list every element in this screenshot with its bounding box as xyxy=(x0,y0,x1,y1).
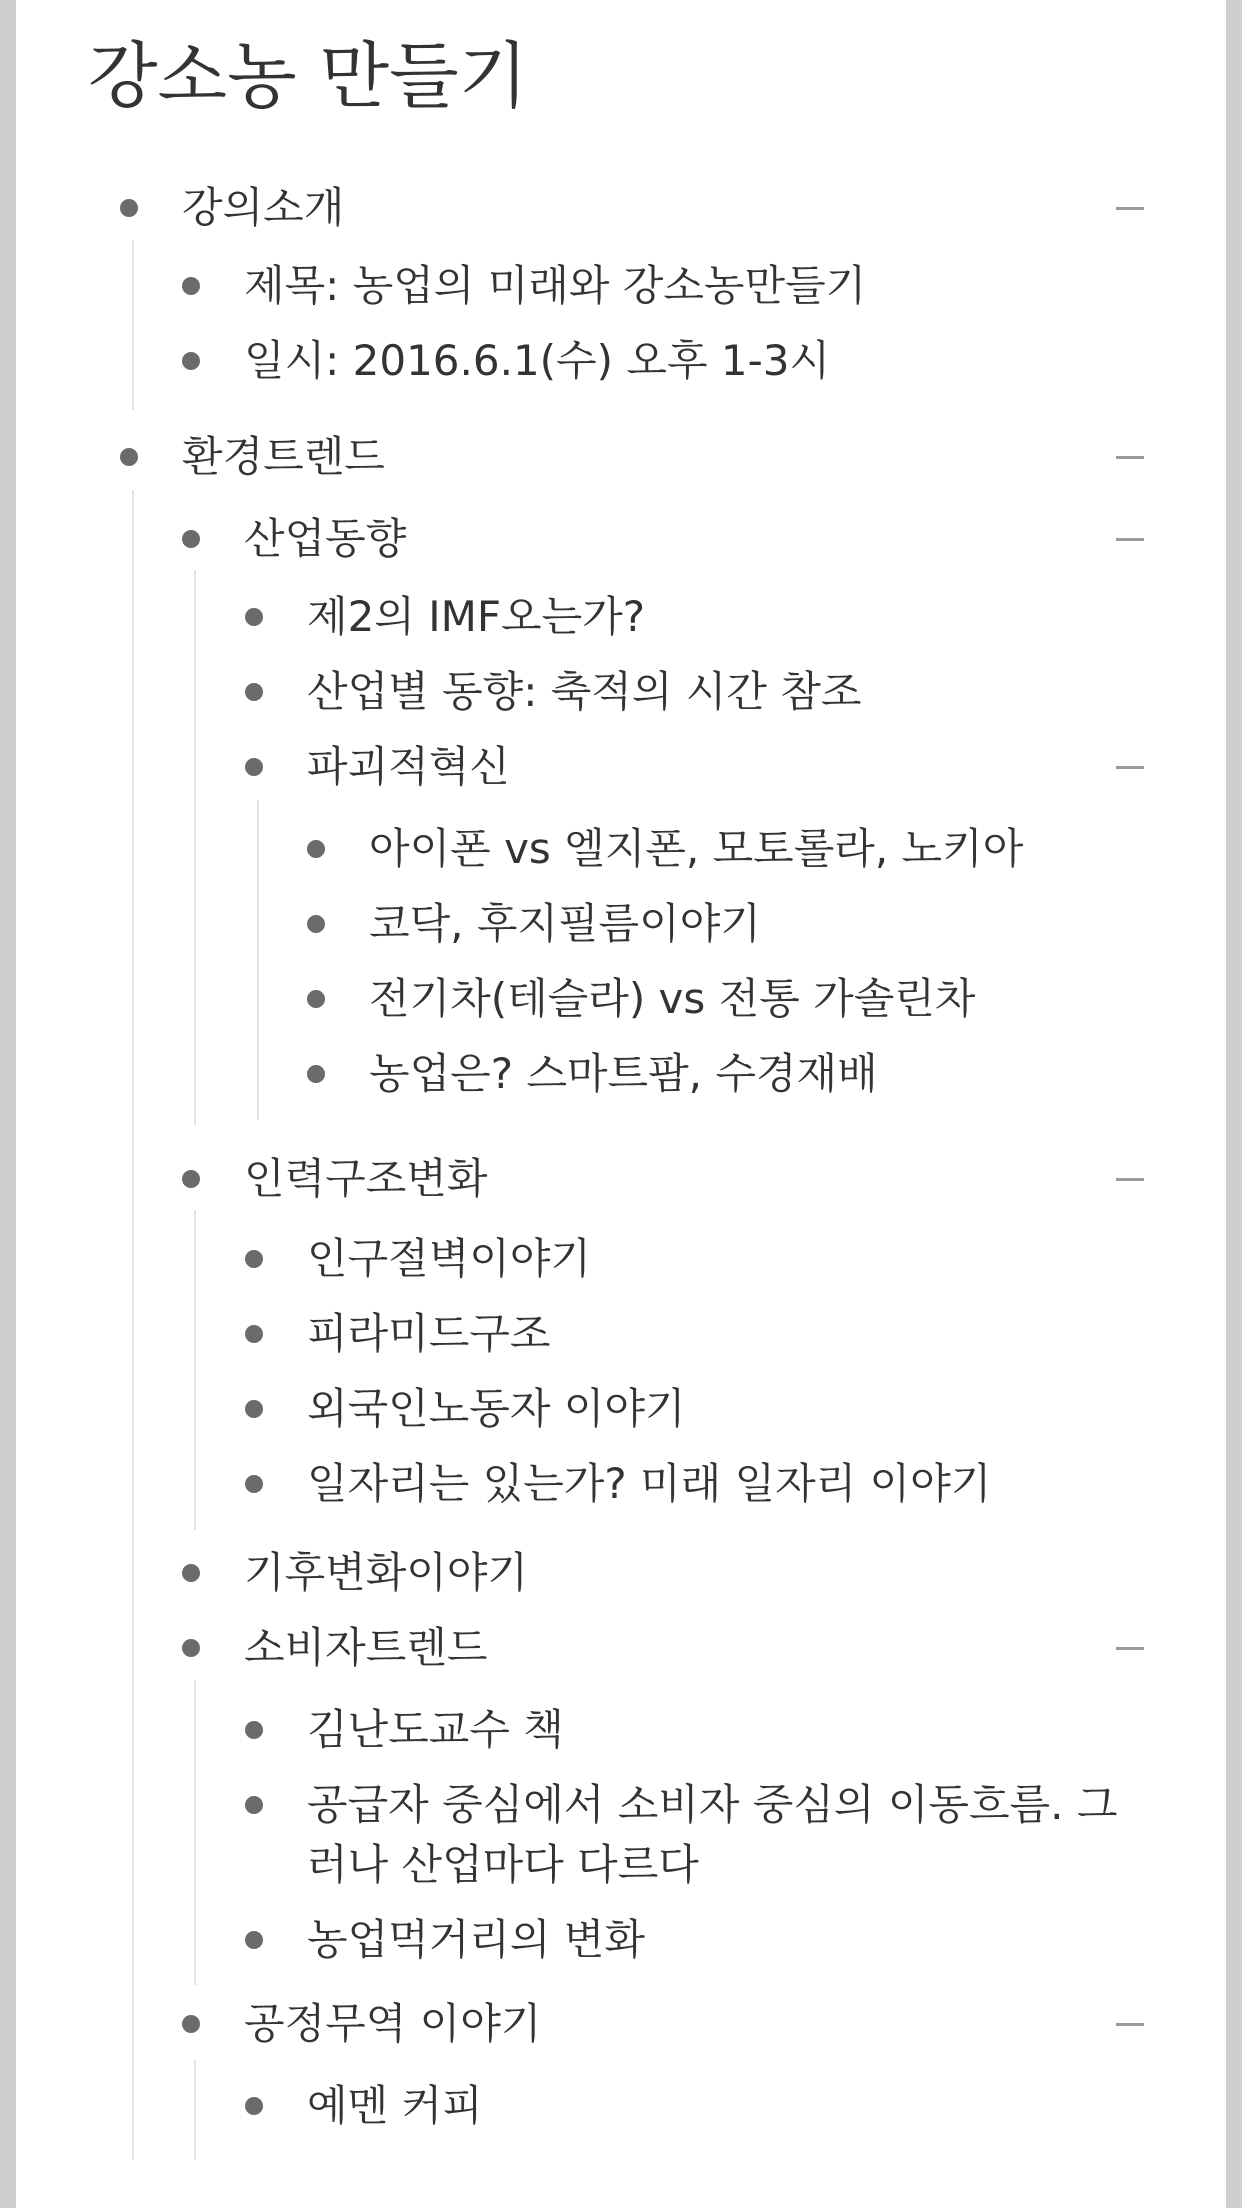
outline-item-label[interactable]: 인구절벽이야기 xyxy=(307,1234,592,1283)
outline-item[interactable] xyxy=(182,1994,1196,2054)
outline-item[interactable] xyxy=(182,1543,1196,1603)
bullet-dot-icon[interactable] xyxy=(307,990,325,1008)
bullet-dot-icon[interactable] xyxy=(120,199,138,217)
outline-item[interactable] xyxy=(120,427,1196,487)
bullet-dot-icon[interactable] xyxy=(245,683,263,701)
outline-item-label[interactable]: 소비자트렌드 xyxy=(244,1623,488,1672)
bullet-dot-icon[interactable] xyxy=(307,840,325,858)
collapse-minus-icon[interactable] xyxy=(1116,1638,1144,1658)
outline-item-label[interactable]: 공급자 중심에서 소비자 중심의 이동흐름. 그러나 산업마다 다르다 xyxy=(307,1780,1118,1889)
outline-item[interactable] xyxy=(307,894,1196,954)
indent-guide-line xyxy=(257,800,259,1120)
bullet-dot-icon[interactable] xyxy=(245,1400,263,1418)
outline-item-label[interactable]: 코닥, 후지필름이야기 xyxy=(369,899,761,948)
outline-item[interactable] xyxy=(245,1304,1196,1364)
outline-item[interactable] xyxy=(182,1618,1196,1678)
indent-guide-line xyxy=(194,2060,196,2160)
outline-item-label[interactable]: 파괴적혁신 xyxy=(307,742,510,791)
outline-item-label[interactable]: 제2의 IMF오는가? xyxy=(307,592,646,641)
indent-guide-line xyxy=(194,570,196,1125)
outline-item-label[interactable]: 외국인노동자 이야기 xyxy=(307,1384,686,1433)
outline-item[interactable] xyxy=(182,509,1196,569)
indent-guide-line xyxy=(132,490,134,2160)
bullet-dot-icon[interactable] xyxy=(245,1796,263,1814)
bullet-dot-icon[interactable] xyxy=(120,448,138,466)
bullet-dot-icon[interactable] xyxy=(245,758,263,776)
bullet-dot-icon[interactable] xyxy=(245,1250,263,1268)
outline-item[interactable] xyxy=(307,1044,1196,1104)
outline-item[interactable] xyxy=(245,1910,1196,1970)
outline-item-label[interactable]: 공정무역 이야기 xyxy=(244,1999,542,2048)
indent-guide-line xyxy=(132,240,134,410)
outline-item-label[interactable]: 산업별 동향: 축적의 시간 참조 xyxy=(307,667,862,716)
bullet-dot-icon[interactable] xyxy=(182,352,200,370)
outline-item-label[interactable]: 산업동향 xyxy=(244,514,407,563)
bullet-dot-icon[interactable] xyxy=(245,1325,263,1343)
outline-document xyxy=(16,0,1226,2208)
collapse-minus-icon[interactable] xyxy=(1116,447,1144,467)
outline-item[interactable] xyxy=(245,1775,1196,1895)
outline-item-label[interactable]: 농업먹거리의 변화 xyxy=(307,1915,645,1964)
outline-item-label[interactable]: 피라미드구조 xyxy=(307,1309,551,1358)
collapse-minus-icon[interactable] xyxy=(1116,2014,1144,2034)
outline-item[interactable] xyxy=(245,737,1196,797)
outline-item[interactable] xyxy=(245,1454,1196,1514)
outline-item-label[interactable]: 일시: 2016.6.1(수) 오후 1-3시 xyxy=(244,336,831,385)
outline-item-label[interactable]: 일자리는 있는가? 미래 일자리 이야기 xyxy=(307,1459,992,1508)
outline-item[interactable] xyxy=(307,969,1196,1029)
outline-item[interactable] xyxy=(120,178,1196,238)
outline-item[interactable] xyxy=(245,1379,1196,1439)
outline-item[interactable] xyxy=(182,331,1196,391)
outline-item[interactable] xyxy=(182,256,1196,316)
bullet-dot-icon[interactable] xyxy=(182,1639,200,1657)
outline-item-label[interactable]: 환경트렌드 xyxy=(182,432,385,481)
bullet-dot-icon[interactable] xyxy=(307,1065,325,1083)
bullet-dot-icon[interactable] xyxy=(182,530,200,548)
outline-item[interactable] xyxy=(245,1700,1196,1760)
bullet-dot-icon[interactable] xyxy=(182,1170,200,1188)
outline-item[interactable] xyxy=(307,819,1196,879)
outline-item[interactable] xyxy=(182,1149,1196,1209)
bullet-dot-icon[interactable] xyxy=(245,608,263,626)
outline-item[interactable] xyxy=(245,662,1196,722)
outline-item-label[interactable]: 기후변화이야기 xyxy=(244,1548,529,1597)
bullet-dot-icon[interactable] xyxy=(182,277,200,295)
collapse-minus-icon[interactable] xyxy=(1116,198,1144,218)
outline-item-label[interactable]: 농업은? 스마트팜, 수경재배 xyxy=(369,1049,878,1098)
outline-item-label[interactable]: 아이폰 vs 엘지폰, 모토롤라, 노키아 xyxy=(369,824,1024,873)
outline-list xyxy=(16,0,1226,2208)
indent-guide-line xyxy=(194,1210,196,1530)
bullet-dot-icon[interactable] xyxy=(182,2015,200,2033)
outline-item-label[interactable]: 예멘 커피 xyxy=(307,2081,483,2130)
bullet-dot-icon[interactable] xyxy=(245,2097,263,2115)
outline-item[interactable] xyxy=(245,2076,1196,2136)
outline-item[interactable] xyxy=(245,1229,1196,1289)
indent-guide-line xyxy=(194,1680,196,1985)
collapse-minus-icon[interactable] xyxy=(1116,757,1144,777)
bullet-dot-icon[interactable] xyxy=(245,1931,263,1949)
outline-item-label[interactable]: 제목: 농업의 미래와 강소농만들기 xyxy=(244,261,867,310)
collapse-minus-icon[interactable] xyxy=(1116,1169,1144,1189)
bullet-dot-icon[interactable] xyxy=(245,1721,263,1739)
page-title[interactable]: 강소농 만들기 xyxy=(88,34,529,118)
outline-item-label[interactable]: 인력구조변화 xyxy=(244,1154,488,1203)
outline-item-label[interactable]: 김난도교수 책 xyxy=(307,1705,564,1754)
outline-item-label[interactable]: 강의소개 xyxy=(182,183,345,232)
outline-item-label[interactable]: 전기차(테슬라) vs 전통 가솔린차 xyxy=(369,974,976,1023)
outline-item[interactable] xyxy=(245,587,1196,647)
bullet-dot-icon[interactable] xyxy=(182,1564,200,1582)
collapse-minus-icon[interactable] xyxy=(1116,529,1144,549)
bullet-dot-icon[interactable] xyxy=(245,1475,263,1493)
bullet-dot-icon[interactable] xyxy=(307,915,325,933)
